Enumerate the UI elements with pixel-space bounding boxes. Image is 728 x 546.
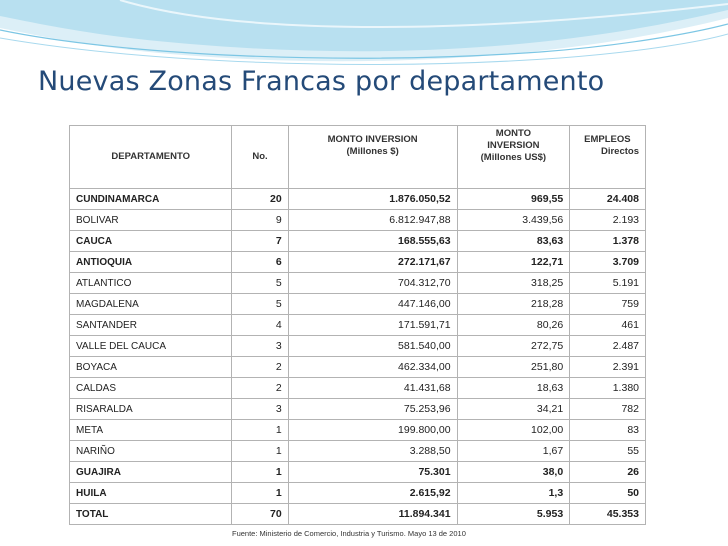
cell-departamento: MAGDALENA (70, 294, 232, 315)
cell-departamento: CALDAS (70, 378, 232, 399)
cell-departamento: SANTANDER (70, 315, 232, 336)
cell-empleos: 83 (570, 420, 646, 441)
cell-no: 1 (232, 441, 288, 462)
cell-monto-usd: 80,26 (457, 315, 570, 336)
cell-departamento: ANTIOQUIA (70, 252, 232, 273)
table-row (70, 231, 646, 252)
cell-monto-usd: 1,3 (457, 483, 570, 504)
cell-monto-inversion: 11.894.341 (288, 504, 457, 525)
cell-monto-inversion: 704.312,70 (288, 273, 457, 294)
cell-monto-usd: 83,63 (457, 231, 570, 252)
cell-departamento: GUAJIRA (70, 462, 232, 483)
cell-empleos: 24.408 (570, 189, 646, 210)
cell-monto-usd: 102,00 (457, 420, 570, 441)
table-row (70, 399, 646, 420)
cell-monto-inversion: 199.800,00 (288, 420, 457, 441)
cell-empleos: 2.391 (570, 357, 646, 378)
cell-no: 7 (232, 231, 288, 252)
cell-monto-inversion: 75.301 (288, 462, 457, 483)
cell-monto-usd: 3.439,56 (457, 210, 570, 231)
header-monto-usd (457, 126, 570, 189)
cell-departamento: BOLIVAR (70, 210, 232, 231)
cell-monto-usd: 1,67 (457, 441, 570, 462)
table-row (70, 378, 646, 399)
source-footnote: Fuente: Ministerio de Comercio, Industria y Turismo. Mayo 13 de 2010 (232, 529, 466, 538)
cell-no: 2 (232, 378, 288, 399)
cell-empleos: 2.193 (570, 210, 646, 231)
cell-departamento: NARIÑO (70, 441, 232, 462)
header-empleos (570, 126, 646, 189)
cell-empleos: 26 (570, 462, 646, 483)
cell-monto-inversion: 171.591,71 (288, 315, 457, 336)
cell-no: 9 (232, 210, 288, 231)
cell-no: 6 (232, 252, 288, 273)
cell-monto-usd: 272,75 (457, 336, 570, 357)
table-total-row (70, 504, 646, 525)
cell-monto-inversion: 447.146,00 (288, 294, 457, 315)
cell-no: 3 (232, 336, 288, 357)
slide-title: Nuevas Zonas Francas por departamento (38, 66, 605, 97)
table-row (70, 357, 646, 378)
header-empleos-line2: Directos (600, 146, 639, 157)
table-row (70, 336, 646, 357)
cell-monto-usd: 318,25 (457, 273, 570, 294)
cell-no: 1 (232, 483, 288, 504)
cell-monto-inversion: 75.253,96 (288, 399, 457, 420)
table-row (70, 315, 646, 336)
header-monto-inversion-line2: (Millones $) (346, 146, 399, 157)
cell-monto-usd: 251,80 (457, 357, 570, 378)
cell-departamento: CAUCA (70, 231, 232, 252)
zonas-francas-table-container (68, 124, 647, 530)
table-row (70, 483, 646, 504)
cell-no: 4 (232, 315, 288, 336)
cell-empleos: 55 (570, 441, 646, 462)
cell-monto-usd: 34,21 (457, 399, 570, 420)
header-monto-inversion-line1: MONTO INVERSION (327, 134, 418, 145)
table-row (70, 210, 646, 231)
cell-departamento: TOTAL (70, 504, 232, 525)
cell-no: 3 (232, 399, 288, 420)
cell-no: 20 (232, 189, 288, 210)
header-monto-inversion (288, 126, 457, 189)
cell-monto-usd: 18,63 (457, 378, 570, 399)
cell-monto-inversion: 168.555,63 (288, 231, 457, 252)
cell-no: 5 (232, 273, 288, 294)
header-monto-usd-line3: (Millones US$) (480, 152, 547, 163)
table-row (70, 420, 646, 441)
table-row (70, 294, 646, 315)
cell-empleos: 1.378 (570, 231, 646, 252)
cell-departamento: RISARALDA (70, 399, 232, 420)
cell-monto-inversion: 1.876.050,52 (288, 189, 457, 210)
cell-no: 5 (232, 294, 288, 315)
table-row (70, 273, 646, 294)
cell-departamento: META (70, 420, 232, 441)
cell-monto-inversion: 2.615,92 (288, 483, 457, 504)
cell-monto-usd: 969,55 (457, 189, 570, 210)
zonas-francas-table (69, 125, 646, 525)
cell-monto-inversion: 272.171,67 (288, 252, 457, 273)
cell-monto-usd: 218,28 (457, 294, 570, 315)
cell-empleos: 2.487 (570, 336, 646, 357)
cell-departamento: BOYACA (70, 357, 232, 378)
cell-monto-usd: 5.953 (457, 504, 570, 525)
cell-departamento: HUILA (70, 483, 232, 504)
cell-departamento: VALLE DEL CAUCA (70, 336, 232, 357)
cell-empleos: 50 (570, 483, 646, 504)
cell-empleos: 5.191 (570, 273, 646, 294)
header-no: No. (232, 126, 288, 189)
cell-empleos: 1.380 (570, 378, 646, 399)
cell-no: 1 (232, 462, 288, 483)
cell-monto-inversion: 41.431,68 (288, 378, 457, 399)
header-monto-usd-line1: MONTO (495, 128, 531, 139)
table-row (70, 189, 646, 210)
table-row (70, 462, 646, 483)
cell-monto-inversion: 6.812.947,88 (288, 210, 457, 231)
header-monto-usd-line2: INVERSION (487, 140, 540, 151)
cell-empleos: 461 (570, 315, 646, 336)
cell-monto-usd: 38,0 (457, 462, 570, 483)
table-header-row (70, 126, 646, 189)
decorative-wave-header (0, 0, 728, 70)
table-body (70, 189, 646, 525)
header-empleos-line1: EMPLEOS (584, 134, 631, 145)
cell-no: 2 (232, 357, 288, 378)
cell-empleos: 759 (570, 294, 646, 315)
cell-monto-usd: 122,71 (457, 252, 570, 273)
cell-departamento: ATLANTICO (70, 273, 232, 294)
cell-monto-inversion: 581.540,00 (288, 336, 457, 357)
table-row (70, 252, 646, 273)
table-row (70, 441, 646, 462)
header-departamento: DEPARTAMENTO (70, 126, 232, 189)
cell-empleos: 45.353 (570, 504, 646, 525)
cell-monto-inversion: 462.334,00 (288, 357, 457, 378)
cell-departamento: CUNDINAMARCA (70, 189, 232, 210)
cell-empleos: 3.709 (570, 252, 646, 273)
cell-no: 1 (232, 420, 288, 441)
cell-empleos: 782 (570, 399, 646, 420)
cell-monto-inversion: 3.288,50 (288, 441, 457, 462)
cell-no: 70 (232, 504, 288, 525)
